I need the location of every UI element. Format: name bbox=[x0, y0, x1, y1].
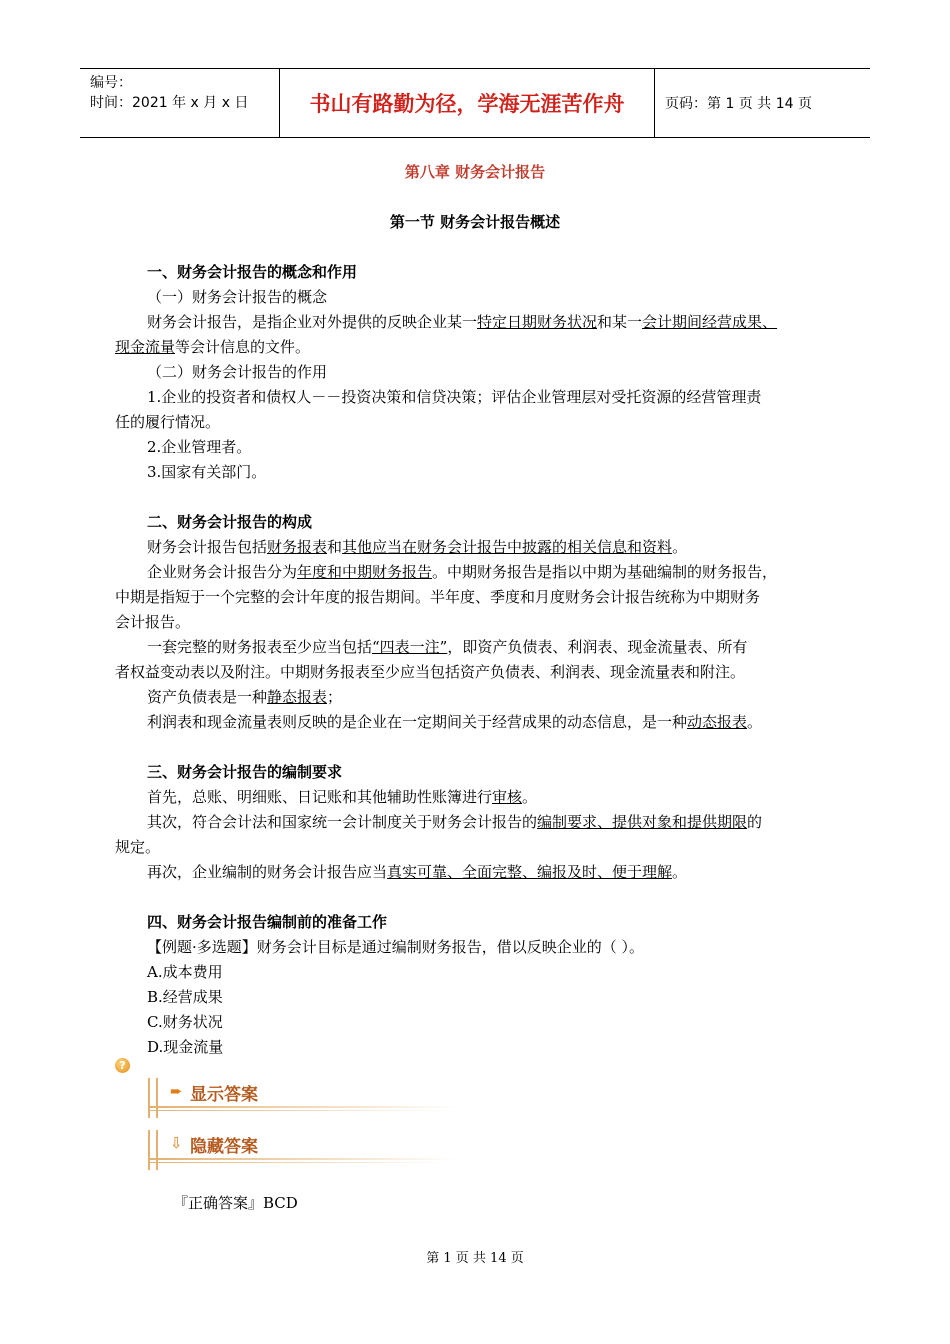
question-text: 【例题·多选题】财务会计目标是通过编制财务报告，借以反映企业的（ ）。 bbox=[147, 938, 645, 956]
paragraph-definition-cont: 现金流量等会计信息的文件。 bbox=[115, 338, 311, 356]
number-label: 编号： bbox=[90, 75, 132, 91]
heading-s3: 三、财务会计报告的编制要求 bbox=[147, 763, 343, 781]
paragraph-report-types-cont: 中期是指短于一个完整的会计年度的报告期间。半年度、季度和月度财务会计报告统称为中期财务 bbox=[115, 588, 761, 606]
document-header bbox=[80, 68, 870, 138]
section-title: 第一节 财务会计报告概述 bbox=[389, 213, 561, 231]
list-item-3: 3.国家有关部门。 bbox=[147, 463, 267, 481]
heading-s2: 二、财务会计报告的构成 bbox=[147, 513, 313, 531]
help-icon[interactable]: ? bbox=[115, 1058, 130, 1073]
arrow-down-icon: ⇩ bbox=[170, 1134, 183, 1152]
hide-answer-label: 隐藏答案 bbox=[190, 1137, 258, 1157]
option-c: C.财务状况 bbox=[147, 1013, 223, 1031]
subheading-concept: （一）财务会计报告的概念 bbox=[147, 288, 328, 306]
option-a: A.成本费用 bbox=[147, 963, 223, 981]
paragraph-second-cont: 规定。 bbox=[115, 838, 161, 856]
list-item-2: 2.企业管理者。 bbox=[147, 438, 252, 456]
show-answer-label: 显示答案 bbox=[190, 1085, 258, 1105]
paragraph-composition: 财务会计报告包括财务报表和其他应当在财务会计报告中披露的相关信息和资料。 bbox=[147, 538, 688, 556]
heading-s4: 四、财务会计报告编制前的准备工作 bbox=[147, 913, 388, 931]
paragraph-dynamic-report: 利润表和现金流量表则反映的是企业在一定期间关于经营成果的动态信息，是一种动态报表。 bbox=[147, 713, 763, 731]
show-answer-button[interactable] bbox=[148, 1078, 458, 1118]
list-item-1: 1.企业的投资者和债权人－－投资决策和信贷决策；评估企业管理层对受托资源的经营管理责 bbox=[147, 388, 762, 406]
subheading-role: （二）财务会计报告的作用 bbox=[147, 363, 328, 381]
paragraph-first: 首先，总账、明细账、日记账和其他辅助性账簿进行审核。 bbox=[147, 788, 538, 806]
paragraph-third: 再次，企业编制的财务会计报告应当真实可靠、全面完整、编报及时、便于理解。 bbox=[147, 863, 688, 881]
header-meta bbox=[80, 69, 280, 137]
option-b: B.经营成果 bbox=[147, 988, 223, 1006]
correct-answer: 『正确答案』BCD bbox=[173, 1194, 298, 1212]
paragraph-static-report: 资产负债表是一种静态报表； bbox=[147, 688, 343, 706]
page-footer: 第 1 页 共 14 页 bbox=[426, 1251, 524, 1266]
document-body bbox=[115, 260, 855, 1060]
paragraph-report-types: 企业财务会计报告分为年度和中期财务报告。中期财务报告是指以中期为基础编制的财务报告， bbox=[147, 563, 778, 581]
hide-answer-button[interactable] bbox=[148, 1130, 458, 1170]
paragraph-full-set-cont: 者权益变动表以及附注。中期财务报表至少应当包括资产负债表、利润表、现金流量表和附注。 bbox=[115, 663, 746, 681]
time-label: 时间：2021 年 x 月 x 日 bbox=[90, 95, 249, 111]
paragraph-definition: 财务会计报告，是指企业对外提供的反映企业某一特定日期财务状况和某一会计期间经营成果、 bbox=[147, 313, 778, 331]
chapter-title: 第八章 财务会计报告 bbox=[404, 163, 546, 181]
heading-s1: 一、财务会计报告的概念和作用 bbox=[147, 263, 358, 281]
header-motto: 书山有路勤为径，学海无涯苦作舟 bbox=[280, 69, 655, 137]
header-page-info: 页码：第 1 页 共 14 页 bbox=[665, 96, 812, 112]
paragraph-second: 其次，符合会计法和国家统一会计制度关于财务会计报告的编制要求、提供对象和提供期限的 bbox=[147, 813, 763, 831]
paragraph-report-types-cont2: 会计报告。 bbox=[115, 613, 191, 631]
option-d: D.现金流量 bbox=[147, 1038, 224, 1056]
arrow-right-icon: ➨ bbox=[170, 1082, 183, 1100]
list-item-1-cont: 任的履行情况。 bbox=[115, 413, 221, 431]
paragraph-full-set: 一套完整的财务报表至少应当包括“四表一注”，即资产负债表、利润表、现金流量表、所有 bbox=[147, 638, 748, 656]
